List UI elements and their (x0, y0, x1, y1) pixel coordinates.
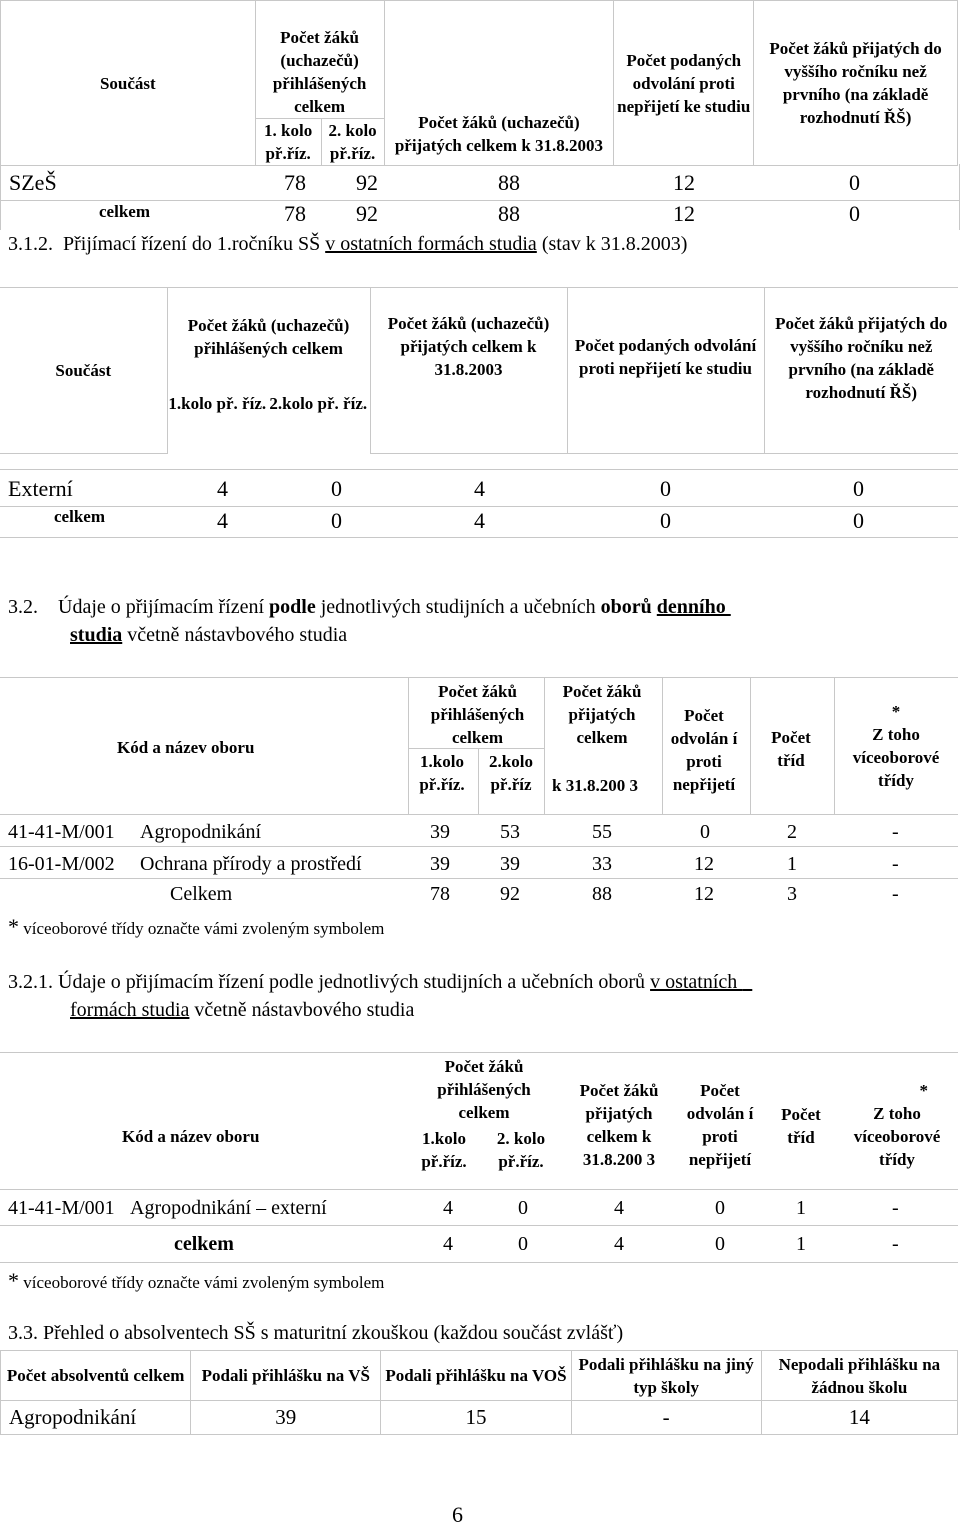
cell-kod: 41-41-M/001 (8, 821, 115, 843)
header-kolo-2: 2. kolo př.říz. (321, 119, 384, 166)
cell-prijatych: 88 (498, 201, 520, 226)
header-odvolani: Počet podaných odvolání proti nepřijetí ke studiu (567, 288, 764, 454)
table-admission-other-forms (0, 287, 958, 454)
table-row (0, 1189, 958, 1226)
cell-kod: 16-01-M/002 (8, 853, 115, 875)
cell-kolo1: 78 (284, 170, 306, 195)
header-kolo-1: 1.kolo př.říz. (421, 1129, 467, 1171)
table2-row (0, 469, 958, 507)
cell-odvolani: 12 (673, 201, 695, 226)
cell-kolo2: 53 (500, 821, 520, 843)
header-prihlasenych: Počet žáků přihlášených celkem (437, 1057, 531, 1122)
header-vs: Podali přihlášku na VŠ (191, 1351, 381, 1401)
cell-prijatych: 4 (474, 476, 485, 501)
cell-obor: Agropodnikání (1, 1401, 191, 1435)
row-name: celkem (54, 507, 105, 526)
section-3-2-1-heading-line2: formách studia včetně nástavbového studia (70, 999, 415, 1021)
header-odvolani: Počet odvolán í proti nepřijetí (670, 706, 738, 794)
header-trid: Počet tříd (771, 728, 811, 770)
header-absolventu: Počet absolventů celkem (1, 1351, 191, 1401)
cell-ztoho: - (892, 821, 899, 843)
cell-prijatych: 88 (498, 170, 520, 195)
cell-kolo1: 78 (284, 201, 306, 226)
footnote-multifield: * víceoborové třídy označte vámi zvoleným symbolem (8, 1268, 385, 1293)
header-odvolani: Počet podaných odvolání proti nepřijetí ke studiu (614, 1, 754, 166)
cell-odvolani: 12 (673, 170, 695, 195)
cell-vs: 39 (191, 1401, 381, 1435)
cell-odvolani: 0 (715, 1233, 725, 1255)
section-3-2-1-heading: 3.2.1. Údaje o přijímacím řízení podle jednotlivých studijních a učebních oborů v ostatních (8, 971, 743, 993)
cell-vyssi: 0 (849, 170, 860, 195)
page-number: 6 (452, 1502, 463, 1527)
cell-kolo1: 4 (217, 508, 228, 533)
cell-odvolani: 12 (694, 883, 714, 905)
table1-row (0, 164, 960, 201)
row-name: celkem (99, 202, 150, 221)
header-kolo-1: 1.kolo př. říz. (168, 393, 267, 413)
cell-kolo1: 78 (430, 883, 450, 905)
cell-kolo1: 4 (217, 476, 228, 501)
header-vyssi-rocnik: Počet žáků přijatých do vyššího ročníku než prvního (na základě rozhodnutí ŘŠ) (754, 1, 958, 166)
cell-vos: 15 (381, 1401, 571, 1435)
section-3-2-heading: 3.2. Údaje o přijímacím řízení podle jednotlivých studijních a učebních oborů denního (8, 596, 731, 618)
table-row-total (0, 878, 958, 909)
cell-kolo1: 4 (443, 1233, 453, 1255)
cell-kod: 41-41-M/001 (8, 1197, 115, 1219)
cell-prijatych: 4 (474, 508, 485, 533)
table-admission-daily (0, 0, 958, 166)
cell-odvolani: 0 (660, 476, 671, 501)
cell-odvolani: 12 (694, 853, 714, 875)
cell-trid: 1 (796, 1197, 806, 1219)
cell-vyssi: 0 (853, 476, 864, 501)
header-prijatych: Počet žáků (uchazečů) přijatých celkem k 31.8.2003 (370, 288, 567, 454)
cell-prijatych: 55 (592, 821, 612, 843)
cell-total-label: celkem (174, 1233, 234, 1255)
header-kolo-2: 2.kolo př.říz (489, 752, 533, 794)
header-ztoho: * Z toho víceoborové třídy (853, 1081, 941, 1169)
cell-trid: 2 (787, 821, 797, 843)
cell-prijatych: 4 (614, 1233, 624, 1255)
header-kolo-1: 1.kolo př.říz. (419, 752, 465, 794)
header-prijatych: Počet žáků (uchazečů) přijatých celkem k 31.8.2003 (384, 1, 614, 166)
header-ztoho: * Z toho víceoborové třídy (852, 702, 940, 790)
header-kod: Kód a název oboru (117, 738, 255, 757)
cell-total-label: Celkem (170, 883, 233, 905)
cell-prijatych: 33 (592, 853, 612, 875)
cell-nepodali: 14 (761, 1401, 957, 1435)
header-prijatych: Počet žáků přijatých celkem (562, 682, 642, 747)
table2-row-total (0, 505, 958, 538)
cell-nazev: Ochrana přírody a prostředí (140, 853, 362, 875)
cell-kolo2: 39 (500, 853, 520, 875)
cell-kolo2: 92 (356, 170, 378, 195)
cell-ztoho: - (892, 1197, 899, 1219)
cell-kolo2: 0 (331, 476, 342, 501)
header-datum: k 31.8.200 3 (552, 776, 638, 795)
cell-kolo2: 0 (331, 508, 342, 533)
header-vos: Podali přihlášku na VOŠ (381, 1351, 571, 1401)
cell-trid: 1 (787, 853, 797, 875)
cell-odvolani: 0 (700, 821, 710, 843)
header-vyssi-rocnik: Počet žáků přijatých do vyššího ročníku než prvního (na základě rozhodnutí ŘŠ) (764, 288, 958, 454)
cell-ztoho: - (892, 853, 899, 875)
table-row (0, 846, 958, 879)
cell-ztoho: - (892, 883, 899, 905)
cell-nazev: Agropodnikání (140, 821, 262, 843)
cell-prijatych: 88 (592, 883, 612, 905)
cell-trid: 3 (787, 883, 797, 905)
header-odvolani: Počet odvolán í proti nepřijetí (686, 1081, 754, 1169)
cell-ztoho: - (892, 1233, 899, 1255)
cell-vyssi: 0 (853, 508, 864, 533)
cell-kolo2: 0 (518, 1197, 528, 1219)
cell-vyssi: 0 (849, 201, 860, 226)
row-name: Externí (8, 476, 73, 501)
cell-kolo1: 39 (430, 821, 450, 843)
footnote-multifield: * víceoborové třídy označte vámi zvoleným symbolem (8, 914, 385, 939)
header-prijatych: Počet žáků přijatých celkem k 31.8.200 3 (579, 1081, 659, 1169)
cell-kolo1: 39 (430, 853, 450, 875)
table-field-other-forms (0, 1052, 958, 1261)
header-prihlasenych: Počet žáků (uchazečů) přihlášených celkem (255, 1, 384, 119)
table-field-daily (0, 677, 958, 908)
table-row (0, 814, 958, 847)
table-row-total (0, 1225, 958, 1263)
row-name: SZeŠ (9, 170, 57, 195)
header-kolo-2: 2.kolo př. říz. (269, 393, 368, 413)
cell-kolo2: 0 (518, 1233, 528, 1255)
cell-prijatych: 4 (614, 1197, 624, 1219)
cell-kolo2: 92 (500, 883, 520, 905)
table-graduates (0, 1350, 958, 1435)
section-3-2-heading-line2: studia včetně nástavbového studia (70, 624, 348, 646)
cell-odvolani: 0 (715, 1197, 725, 1219)
header-jiny-typ: Podali přihlášku na jiný typ školy (571, 1351, 761, 1401)
cell-jiny-typ: - (571, 1401, 761, 1435)
header-trid: Počet tříd (781, 1105, 821, 1147)
header-kolo-2: 2. kolo př.říz. (496, 1129, 546, 1171)
cell-kolo2: 92 (356, 201, 378, 226)
cell-nazev: Agropodnikání – externí (130, 1197, 327, 1219)
section-3-1-2-heading: 3.1.2. Přijímací řízení do 1.ročníku SŠ v ostatních formách studia (stav k 31.8.2003) (8, 233, 688, 255)
cell-kolo1: 4 (443, 1197, 453, 1219)
header-prihlasenych: Počet žáků přihlášených celkem (430, 682, 525, 747)
header-prihlasenych: Počet žáků (uchazečů) přihlášených celkem (167, 288, 370, 388)
header-nepodali: Nepodali přihlášku na žádnou školu (761, 1351, 957, 1401)
header-kod: Kód a název oboru (122, 1127, 260, 1146)
header-kolo-1: 1. kolo př.říz. (255, 119, 321, 166)
header-soucast: Součást (0, 288, 167, 454)
header-soucast: Součást (1, 1, 256, 166)
cell-odvolani: 0 (660, 508, 671, 533)
cell-trid: 1 (796, 1233, 806, 1255)
section-3-3-heading: 3.3. Přehled o absolventech SŠ s maturitní zkouškou (každou součást zvlášť) (8, 1322, 624, 1344)
table1-row-total (0, 200, 960, 230)
